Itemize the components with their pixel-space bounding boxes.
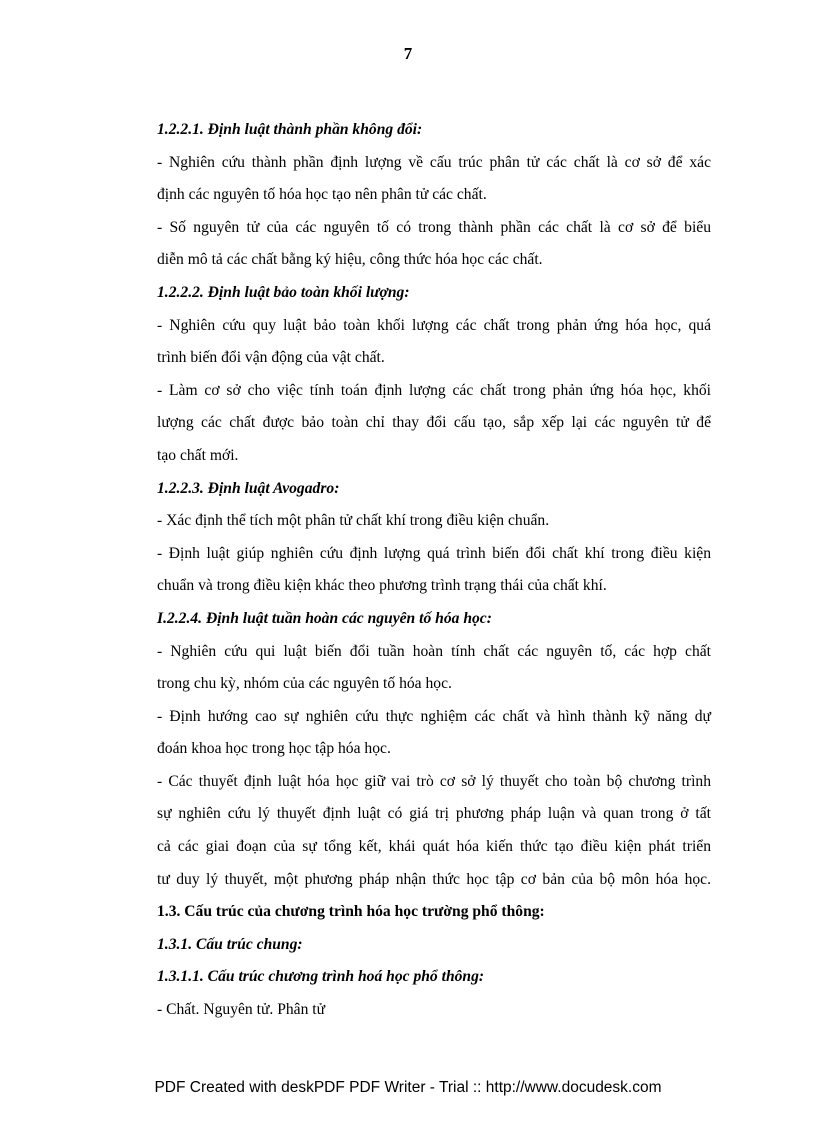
paragraph-line: chuẩn và trong điều kiện khác theo phương trình trạng thái của chất khí.	[157, 577, 607, 595]
paragraph-line: - Làm cơ sở cho việc tính toán định lượng các chất trong phản ứng hóa học, khối	[157, 381, 711, 399]
section-heading: 1.3.1.1. Cấu trúc chương trình hoá học phổ thông:	[157, 968, 485, 986]
section-heading: 1.2.2.3. Định luật Avogadro:	[157, 479, 340, 497]
paragraph-line: - Nghiên cứu thành phần định lượng về cấu trúc phân tử các chất là cơ sở để xác	[157, 153, 711, 171]
paragraph-line: - Định luật giúp nghiên cứu định lượng quá trình biến đổi chất khí trong điều kiện	[157, 544, 711, 562]
paragraph-line: - Nghiên cứu qui luật biến đổi tuần hoàn tính chất các nguyên tố, các hợp chất	[157, 642, 711, 660]
paragraph-line: - Các thuyết định luật hóa học giữ vai trò cơ sở lý thuyết cho toàn bộ chương trình	[157, 772, 711, 790]
paragraph-line: - Định hướng cao sự nghiên cứu thực nghiệm các chất và hình thành kỹ năng dự	[157, 707, 711, 725]
paragraph-line: - Xác định thể tích một phân tử chất khí trong điều kiện chuẩn.	[157, 512, 550, 530]
section-heading: 1.3. Cấu trúc của chương trình hóa học trường phổ thông:	[157, 903, 545, 921]
paragraph-line: đoán khoa học trong học tập hóa học.	[157, 740, 391, 758]
paragraph-line: - Chất. Nguyên tử. Phân tử	[157, 1001, 326, 1019]
paragraph-line: định các nguyên tố hóa học tạo nên phân tử các chất.	[157, 186, 487, 204]
page-number: 7	[403, 44, 413, 63]
paragraph-line: trình biến đổi vận động của vật chất.	[157, 349, 385, 367]
section-heading: 1.3.1. Cấu trúc chung:	[157, 935, 303, 953]
section-heading: 1.2.2.2. Định luật bảo toàn khối lượng:	[157, 283, 410, 301]
paragraph-line: lượng các chất được bảo toàn chỉ thay đổi cấu tạo, sắp xếp lại các nguyên tử để	[157, 414, 711, 432]
pdf-footer-watermark: PDF Created with deskPDF PDF Writer - Trial :: http://www.docudesk.com	[154, 1079, 662, 1096]
paragraph-line: tư duy lý thuyết, một phương pháp nhận thức học tập cơ bản của bộ môn hóa học.	[157, 870, 711, 888]
paragraph-line: trong chu kỳ, nhóm của các nguyên tố hóa học.	[157, 675, 452, 693]
paragraph-line: - Số nguyên tử của các nguyên tố có trong thành phần các chất là cơ sở để biểu	[157, 218, 711, 236]
paragraph-line: diễn mô tả các chất bằng ký hiệu, công thức hóa học các chất.	[157, 251, 543, 269]
document-body	[157, 114, 711, 1027]
paragraph-line: tạo chất mới.	[157, 446, 239, 464]
paragraph-line: sự nghiên cứu lý thuyết định luật có giá trị phương pháp luận và quan trong ở tất	[157, 805, 711, 823]
paragraph-line: cả các giai đoạn của sự tổng kết, khái quát hóa kiến thức tạo điều kiện phát triển	[157, 838, 711, 856]
paragraph-line: - Nghiên cứu quy luật bảo toàn khối lượng các chất trong phản ứng hóa học, quá	[157, 316, 711, 334]
section-heading: 1.2.2.1. Định luật thành phần không đổi:	[157, 121, 423, 138]
section-heading: I.2.2.4. Định luật tuần hoàn các nguyên tố hóa học:	[157, 609, 492, 627]
